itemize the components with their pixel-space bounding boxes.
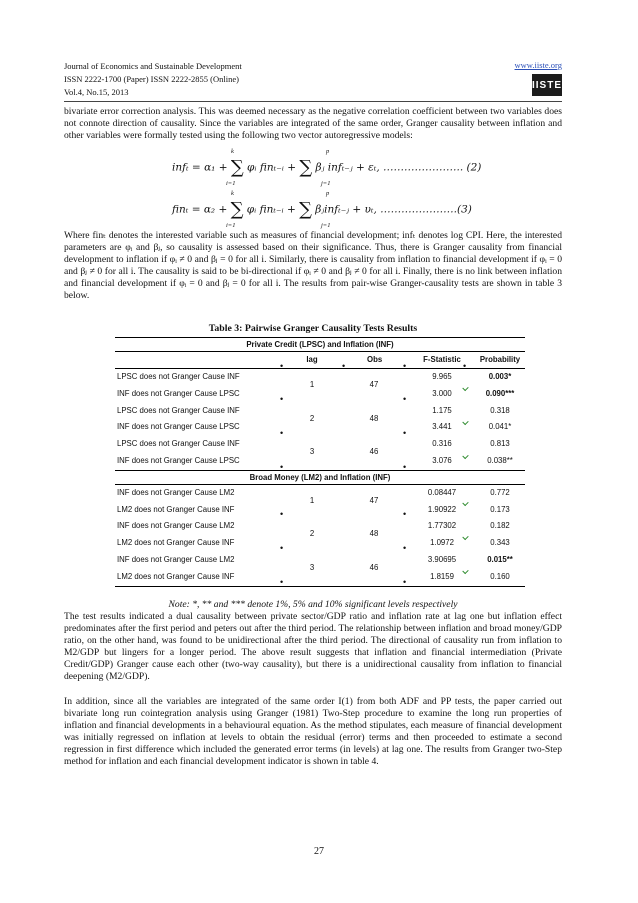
row-probability: 0.038** (487, 455, 513, 465)
row-probability: 0.343 (490, 538, 510, 548)
eq3-upper-2: p (326, 190, 330, 197)
eq3-sum-1: ∑ (230, 199, 244, 220)
row-probability: 0.041* (488, 422, 512, 432)
table-row (115, 369, 525, 389)
dot-mark: • (280, 428, 284, 438)
journal-issn: ISSN 2222-1700 (Paper) ISSN 2222-2855 (Online) (64, 74, 239, 84)
eq2-term-1: φᵢ finₜ₋ᵢ + (243, 161, 300, 174)
page-number: 27 (314, 846, 324, 857)
row-f-statistic: 1.8159 (430, 571, 454, 581)
table-caption: Table 3: Pairwise Granger Causality Tests Results (208, 323, 418, 334)
dot-mark: • (280, 462, 284, 472)
eq3-term-1: φᵢ finₜ₋ᵢ + (243, 203, 300, 216)
row-lag: 1 (309, 495, 315, 505)
column-header-obs: Obs (367, 355, 383, 364)
row-label: LM2 does not Granger Cause INF (117, 571, 235, 581)
dot-mark: • (463, 361, 467, 371)
row-lag: 2 (309, 413, 315, 423)
equation-3 (172, 199, 472, 220)
dot-mark: • (280, 361, 284, 371)
eq3-upper-1: k (231, 190, 234, 197)
row-probability: 0.160 (490, 571, 510, 581)
row-label: LPSC does not Granger Cause INF (117, 405, 240, 415)
row-probability: 0.173 (490, 504, 510, 514)
eq3-term-2: βⱼinfₜ₋ⱼ + υₜ, ………………….(3) (311, 203, 472, 216)
dot-mark: • (403, 394, 407, 404)
row-label: INF does not Granger Cause LM2 (117, 487, 235, 497)
eq2-lhs: infₜ = α₁ + (172, 161, 231, 174)
row-label: LPSC does not Granger Cause INF (117, 372, 240, 381)
row-obs: 47 (369, 495, 379, 505)
journal-header (64, 60, 242, 99)
table-row (115, 485, 525, 505)
journal-volume: Vol.4, No.15, 2013 (64, 87, 129, 97)
row-obs: 48 (369, 529, 379, 539)
row-f-statistic: 3.441 (432, 422, 452, 432)
table-note: Note: *, ** and *** denote 1%, 5% and 10% significant levels respectively (168, 599, 458, 610)
row-label: INF does not Granger Cause LM2 (117, 521, 235, 531)
row-probability: 0.813 (490, 439, 510, 449)
row-label: INF does not Granger Cause LPSC (117, 455, 240, 465)
eq2-lower-2: j=1 (321, 180, 331, 187)
journal-title: Journal of Economics and Sustainable Development (64, 61, 242, 71)
column-header-probability: Probability (479, 355, 521, 364)
eq2-upper-1: k (231, 148, 234, 155)
row-f-statistic: 0.08447 (427, 487, 457, 497)
paragraph-results: The test results indicated a dual causality between private sector/GDP ratio and inflation rate at lag one but inflation effect predominates after the first period and peters out after the third period. The relationship between inflation and broad money/GDP ratio, on the other hand, was found to be unidirectional after the third period. The directional of causality run from inflation to M2/GDP but lingers for a longer period. The above result suggests that inflation and financial intermediation (Private Credit/GDP) Granger cause each other (two-way causality), but there is a unidirectional causality from inflation to financial deepening (M2/GDP). (64, 611, 562, 683)
paragraph-intro: bivariate error correction analysis. This was deemed necessary as the negative correlation coefficient between two variables does not connote direction of causality. Since the variables are integrated of the same order, Granger causality between inflation and other variables were formally tested using the following two vector autoregressive models: (64, 106, 562, 142)
row-lag: 1 (309, 380, 315, 389)
eq3-lhs: finₜ = α₂ + (172, 203, 231, 216)
header-rule (64, 101, 562, 102)
row-label: LM2 does not Granger Cause INF (117, 504, 235, 514)
row-probability: 0.772 (490, 487, 510, 497)
paragraph-causality-definition: Where finₜ denotes the interested variable such as measures of financial development; infₜ denotes log CPI. Here, the interested parameters are φᵢ and βⱼ, so causality is assessed based on their significance. Thus, there is Granger causality from financial development to inflation if φᵢ ≠ 0 and βⱼ = 0 for all i. Similarly, there is causality from inflation to financial development if φᵢ = 0 and βⱼ ≠ 0 for all i. The causality is said to be bi-directional if φᵢ ≠ 0 and βⱼ ≠ 0 for all i. Finally, there is no link between inflation and financial development if φᵢ = 0 and βⱼ = 0 for all i. The results from pair-wise Granger-causality tests are shown in table 3 below. (64, 230, 562, 302)
eq3-sum-2: ∑ (299, 199, 312, 220)
dot-mark: • (403, 462, 407, 472)
dot-mark: • (403, 543, 407, 553)
dot-mark: • (280, 577, 284, 587)
row-f-statistic: 3.90695 (427, 554, 457, 564)
dot-mark: • (403, 509, 407, 519)
row-probability: 0.318 (490, 405, 510, 415)
row-probability: 0.182 (490, 521, 510, 531)
eq3-lower-2: j=1 (321, 222, 331, 229)
dot-mark: • (280, 543, 284, 553)
journal-url-link[interactable]: www.iiste.org (514, 60, 562, 70)
row-obs: 46 (369, 447, 379, 457)
dot-mark: • (342, 361, 346, 371)
row-lag: 3 (309, 562, 315, 572)
row-probability: 0.090*** (485, 388, 515, 398)
row-lag: 3 (309, 447, 315, 457)
row-f-statistic: 1.77302 (427, 521, 457, 531)
row-obs: 46 (369, 562, 379, 572)
row-label: LM2 does not Granger Cause INF (117, 538, 235, 548)
row-f-statistic: 1.175 (432, 405, 452, 415)
dot-mark: • (403, 361, 407, 371)
dot-mark: • (403, 428, 407, 438)
table-row (115, 552, 525, 572)
iiste-logo: IISTE (532, 74, 562, 96)
row-label: LPSC does not Granger Cause INF (117, 439, 240, 449)
row-f-statistic: 9.965 (432, 372, 452, 381)
row-label: INF does not Granger Cause LM2 (117, 554, 235, 564)
row-label: INF does not Granger Cause LPSC (117, 388, 240, 398)
table-row (115, 403, 525, 423)
row-lag: 2 (309, 529, 315, 539)
row-f-statistic: 1.90922 (427, 504, 457, 514)
eq2-sum-2: ∑ (299, 157, 313, 178)
eq2-term-2: βⱼ infₜ₋ⱼ + εₜ, ………………….. (2) (312, 161, 482, 174)
row-f-statistic: 0.316 (432, 439, 452, 449)
row-probability: 0.015** (487, 554, 513, 564)
panel-title-broad-money: Broad Money (LM2) and Inflation (INF) (115, 470, 525, 485)
equation-2 (172, 157, 481, 178)
row-f-statistic: 3.000 (432, 388, 452, 398)
column-header-f-statistic: F-Statistic (423, 355, 461, 364)
row-obs: 47 (369, 380, 379, 389)
granger-causality-table (115, 337, 525, 587)
table-row (115, 518, 525, 539)
table-row (115, 436, 525, 457)
dot-mark: • (280, 509, 284, 519)
column-header-lag: lag (306, 355, 318, 364)
row-f-statistic: 3.076 (432, 455, 452, 465)
eq2-upper-2: p (326, 148, 330, 155)
panel-title-private-credit: Private Credit (LPSC) and Inflation (INF) (115, 337, 525, 352)
dot-mark: • (403, 577, 407, 587)
row-obs: 48 (369, 413, 379, 423)
dot-mark: • (280, 394, 284, 404)
eq2-sum-1: ∑ (230, 157, 244, 178)
row-probability: 0.003* (488, 372, 512, 381)
eq2-lower-1: i=1 (226, 180, 236, 187)
row-label: INF does not Granger Cause LPSC (117, 422, 240, 432)
row-f-statistic: 1.0972 (430, 538, 454, 548)
paragraph-cointegration: In addition, since all the variables are integrated of the same order I(1) from both ADF and PP tests, the paper carried out bivariate long run cointegration analysis using Granger (1981) Two-Step procedure to examine the long run properties of inflation and financial developments in a behavioural equation. As the method stipulates, each measure of financial development was initially regressed on inflation at levels to obtain the residual (error) terms and then proceeded to estimate a second regression in first difference which included the generated error terms (in levels) at lag one. The results from Granger two-Step method for inflation and each financial development indicator is shown in table 4. (64, 696, 562, 768)
eq3-lower-1: i=1 (226, 222, 236, 229)
